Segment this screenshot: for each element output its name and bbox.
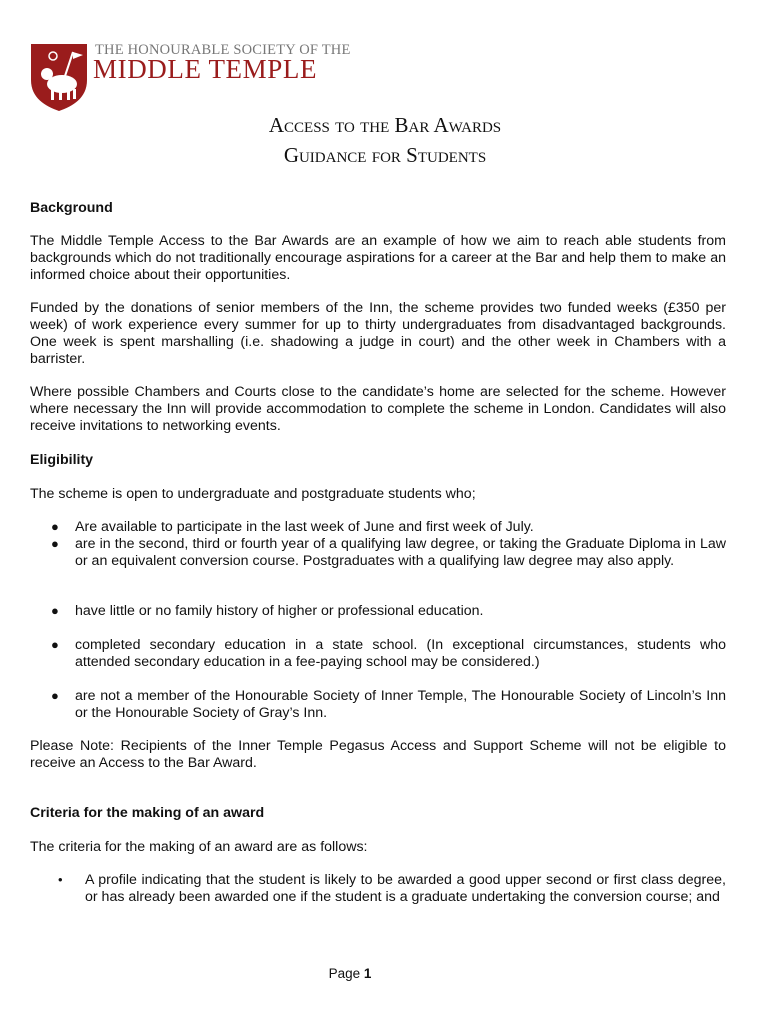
eligibility-item: have little or no family history of higher or professional education.: [75, 603, 484, 619]
eligibility-heading: Eligibility: [30, 452, 94, 468]
criteria-heading: Criteria for the making of an award: [30, 805, 265, 821]
criteria-item: A profile indicating that the student is likely to be awarded a good upper second or first class degree, or has already been awarded one if the student is a graduate undertaking the conversion course; and: [85, 872, 726, 905]
eligibility-item: Are available to participate in the last week of June and first week of July.: [75, 519, 534, 535]
bullet-icon: ●: [51, 536, 59, 551]
criteria-intro: The criteria for the making of an award are as follows:: [30, 839, 368, 855]
page-number: 1: [363, 966, 372, 981]
background-heading: Background: [30, 200, 113, 216]
background-paragraph-1: The Middle Temple Access to the Bar Awards are an example of how we aim to reach able students from backgrounds which do not traditionally encourage aspirations for a career at the Bar and help them to make an informed choice about their opportunities.: [30, 233, 726, 283]
bullet-icon: ●: [51, 637, 59, 652]
bullet-icon: ●: [51, 688, 59, 703]
bullet-icon: •: [58, 872, 63, 887]
page-label: Page: [328, 966, 364, 981]
document-subtitle: Guidance for Students: [283, 143, 487, 167]
eligibility-intro: The scheme is open to undergraduate and postgraduate students who;: [30, 486, 476, 502]
logo-society-text: THE HONOURABLE SOCIETY OF THE: [95, 42, 351, 58]
lamb-shield-icon: [29, 42, 89, 112]
eligibility-note: Please Note: Recipients of the Inner Temple Pegasus Access and Support Scheme will not be eligible to receive an Access to the Bar Award.: [30, 738, 726, 771]
middle-temple-logo: [29, 42, 351, 112]
background-paragraph-3: Where possible Chambers and Courts close to the candidate’s home are selected for the scheme. However where necessary the Inn will provide accommodation to complete the scheme in London. Candidates will also receive invitations to networking events.: [30, 384, 726, 434]
document-title: Access to the Bar Awards: [268, 113, 502, 137]
eligibility-item: are in the second, third or fourth year of a qualifying law degree, or taking the Graduate Diploma in Law or an equivalent conversion course. Postgraduates with a qualifying law degree may also apply.: [75, 536, 726, 569]
page-footer: [0, 966, 700, 981]
eligibility-item: completed secondary education in a state school. (In exceptional circumstances, students who attended secondary education in a fee-paying school may be considered.): [75, 637, 726, 670]
logo-middle-temple-text: MIDDLE TEMPLE: [93, 54, 318, 84]
bullet-icon: ●: [51, 519, 59, 534]
bullet-icon: ●: [51, 603, 59, 618]
eligibility-item: are not a member of the Honourable Society of Inner Temple, The Honourable Society of Lincoln’s Inn or the Honourable Society of Gray’s Inn.: [75, 688, 726, 721]
background-paragraph-2: Funded by the donations of senior members of the Inn, the scheme provides two funded weeks (£350 per week) of work experience every summer for up to thirty undergraduates from disadvantaged backgrounds. One week is spent marshalling (i.e. shadowing a judge in court) and the other week in Chambers with a barrister.: [30, 300, 726, 367]
